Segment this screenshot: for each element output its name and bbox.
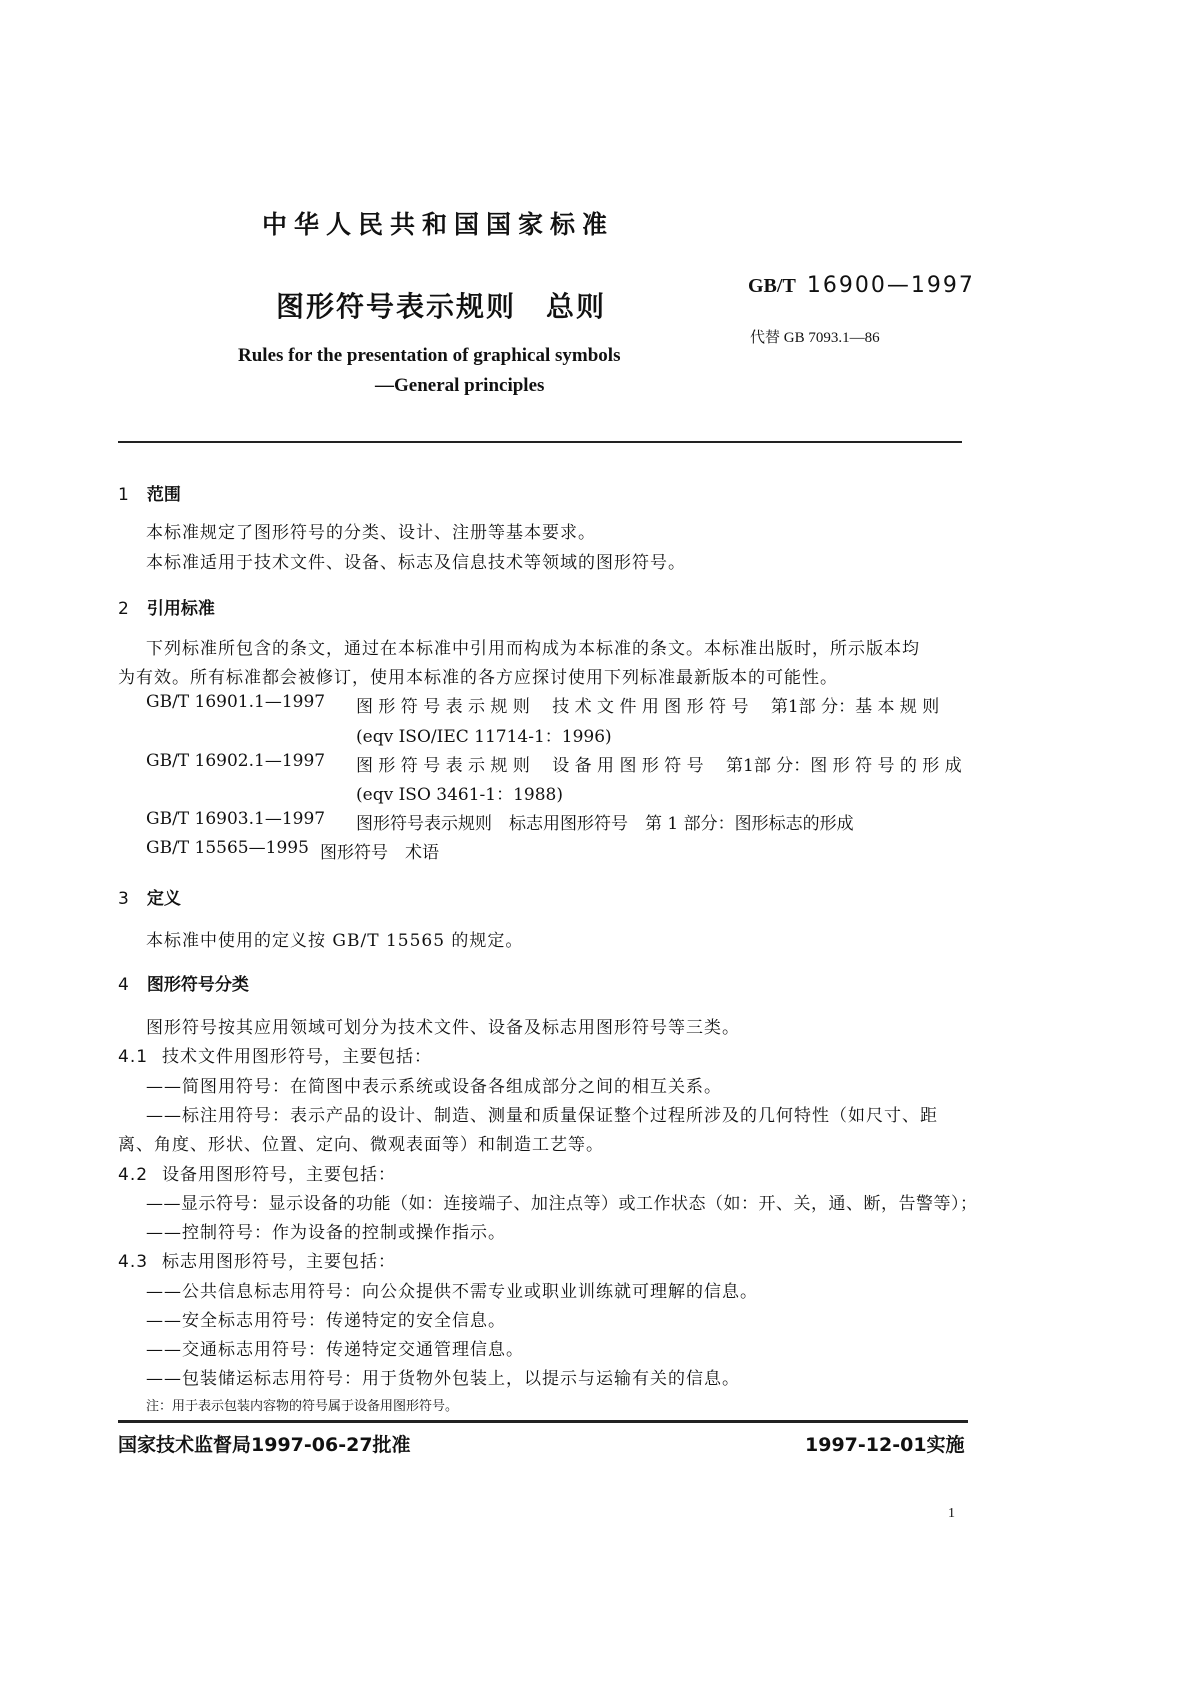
- section-number: 2: [118, 599, 129, 619]
- org-title: 中华人民共和国国家标准: [262, 210, 615, 239]
- section-title: 定义: [146, 889, 181, 909]
- note: 注：用于表示包装内容物的符号属于设备用图形符号。: [146, 1399, 459, 1414]
- section-title: 图形符号分类: [146, 975, 249, 995]
- paragraph: 本标准规定了图形符号的分类、设计、注册等基本要求。: [146, 523, 596, 543]
- doc-title-en-line2: —General principles: [375, 375, 545, 396]
- list-item: ——交通标志用符号：传递特定交通管理信息。: [146, 1340, 524, 1360]
- doc-title-en-line1: Rules for the presentation of graphical symbols: [238, 345, 621, 366]
- reference-code: GB/T 16902.1—1997: [146, 751, 326, 771]
- footer-divider: [118, 1420, 968, 1423]
- section-3-heading: [118, 884, 181, 909]
- subsection-title: 标志用图形符号，主要包括：: [162, 1252, 397, 1272]
- reference-code: GB/T 15565—1995: [146, 838, 309, 858]
- header-divider: [118, 441, 962, 443]
- list-item-continuation: 离、角度、形状、位置、定向、微观表面等）和制造工艺等。: [118, 1135, 604, 1155]
- subsection-number: 4.2: [118, 1165, 149, 1185]
- list-item: ——控制符号：作为设备的控制或操作指示。: [146, 1223, 506, 1243]
- subsection-number: 4.1: [118, 1047, 149, 1067]
- paragraph: 为有效。所有标准都会被修订，使用本标准的各方应探讨使用下列标准最新版本的可能性。: [118, 668, 838, 688]
- subsection-number: 4.3: [118, 1252, 149, 1272]
- subsection-4-3-heading: [118, 1247, 396, 1272]
- section-number: 1: [118, 485, 129, 505]
- section-title: 范围: [146, 485, 181, 505]
- list-item: ——包装储运标志用符号：用于货物外包装上，以提示与运输有关的信息。: [146, 1369, 740, 1389]
- doc-title-cn: 图形符号表示规则 总则: [276, 290, 607, 323]
- section-4-heading: [118, 970, 249, 995]
- section-title: 引用标准: [146, 599, 215, 619]
- reference-title: 图形符号 术语: [320, 843, 439, 863]
- list-item: ——公共信息标志用符号：向公众提供不需专业或职业训练就可理解的信息。: [146, 1282, 758, 1302]
- replaces-standard: 代替 GB 7093.1—86: [750, 330, 880, 346]
- list-item: ——安全标志用符号：传递特定的安全信息。: [146, 1311, 506, 1331]
- list-item: ——显示符号：显示设备的功能（如：连接端子、加注点等）或工作状态（如：开、关，通、断，告警等）；: [146, 1194, 978, 1214]
- paragraph: 本标准适用于技术文件、设备、标志及信息技术等领域的图形符号。: [146, 553, 686, 573]
- section-number: 3: [118, 889, 129, 909]
- list-item: ——标注用符号：表示产品的设计、制造、测量和质量保证整个过程所涉及的几何特性（如尺寸、距: [146, 1106, 938, 1126]
- section-1-heading: [118, 480, 181, 505]
- list-item: ——简图用符号：在简图中表示系统或设备各组成部分之间的相互关系。: [146, 1077, 722, 1097]
- standard-code: [748, 273, 975, 298]
- approval-line: 国家技术监督局1997-06-27批准: [118, 1434, 411, 1456]
- effective-date: 1997-12-01实施: [805, 1434, 965, 1456]
- subsection-title: 设备用图形符号，主要包括：: [162, 1165, 397, 1185]
- page-number: 1: [948, 1506, 955, 1521]
- section-number: 4: [118, 975, 129, 995]
- subsection-title: 技术文件用图形符号，主要包括：: [162, 1047, 433, 1067]
- paragraph: 本标准中使用的定义按 GB/T 15565 的规定。: [146, 931, 524, 951]
- reference-note: (eqv ISO/IEC 11714-1：1996): [356, 727, 612, 747]
- reference-title: 图 形 符 号 表 示 规 则 技 术 文 件 用 图 形 符 号 第1部 分：基 本 规 则: [356, 697, 940, 717]
- paragraph: 下列标准所包含的条文，通过在本标准中引用而构成为本标准的条文。本标准出版时，所示版本均: [146, 639, 920, 659]
- reference-note: (eqv ISO 3461-1：1988): [356, 785, 564, 805]
- paragraph: 图形符号按其应用领域可划分为技术文件、设备及标志用图形符号等三类。: [146, 1018, 740, 1038]
- subsection-4-1-heading: [118, 1042, 432, 1067]
- reference-code: GB/T 16903.1—1997: [146, 809, 326, 829]
- standard-number: 16900—1997: [806, 273, 975, 298]
- section-2-heading: [118, 594, 215, 619]
- reference-title: 图形符号表示规则 标志用图形符号 第 1 部分：图形标志的形成: [356, 814, 854, 834]
- reference-title: 图 形 符 号 表 示 规 则 设 备 用 图 形 符 号 第1部 分：图 形 符 号 的 形 成: [356, 756, 962, 776]
- reference-code: GB/T 16901.1—1997: [146, 692, 326, 712]
- standard-prefix: GB/T: [748, 275, 796, 297]
- subsection-4-2-heading: [118, 1160, 396, 1185]
